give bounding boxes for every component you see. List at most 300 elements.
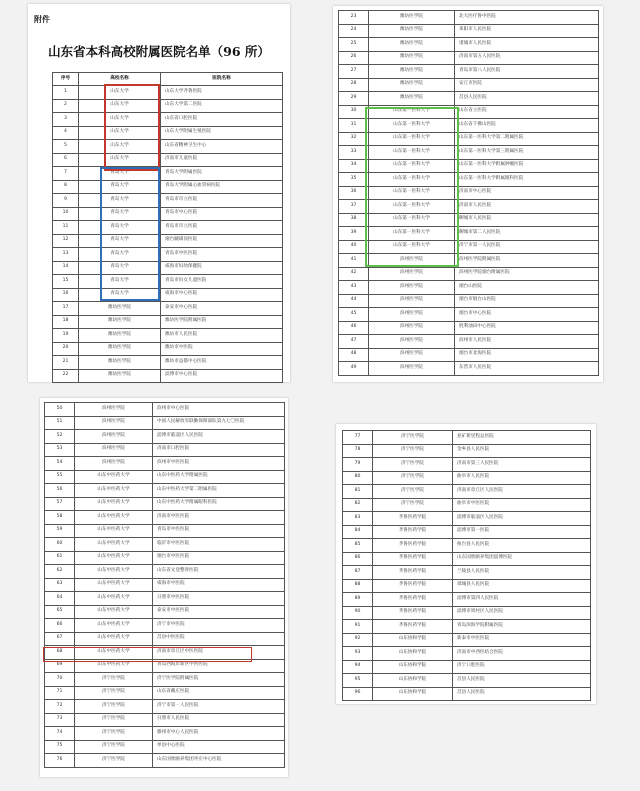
row-hospital: 济宁市中医院	[153, 619, 285, 633]
table-header-row	[53, 73, 283, 86]
row-university: 山东大学	[79, 140, 161, 154]
row-hospital: 淄博市周村区人民医院	[453, 606, 591, 620]
table-row	[45, 592, 285, 606]
row-hospital: 山东省立医院	[455, 105, 599, 119]
document-page-3	[40, 398, 288, 777]
row-index: 2	[53, 99, 79, 113]
row-hospital: 威海市中医院	[153, 578, 285, 592]
table-row	[343, 647, 591, 661]
row-index: 66	[45, 619, 75, 633]
row-hospital: 济南市章丘区中医医院	[153, 646, 285, 660]
table-row	[339, 51, 599, 65]
table-row	[53, 356, 283, 370]
row-index: 27	[339, 65, 369, 79]
row-hospital: 山东第一医科大学第二附属医院	[455, 132, 599, 146]
row-university: 济宁医学院	[75, 754, 153, 768]
row-hospital: 青岛市中医医院	[153, 524, 285, 538]
row-index: 49	[339, 362, 369, 376]
row-index: 31	[339, 119, 369, 133]
row-index: 45	[339, 308, 369, 322]
row-university: 山东第一医科大学	[369, 119, 455, 133]
row-index: 26	[339, 51, 369, 65]
table-row	[53, 126, 283, 140]
row-hospital: 新泰市中医医院	[453, 633, 591, 647]
row-hospital: 山东国欣颐养集团枣庄中心医院	[153, 754, 285, 768]
row-hospital: 山东省戴庄医院	[153, 686, 285, 700]
row-index: 54	[45, 457, 75, 471]
row-hospital: 山东国欣颐养集团淄博医院	[453, 552, 591, 566]
row-index: 85	[343, 539, 373, 553]
row-university: 滨州医学院	[369, 308, 455, 322]
row-university: 山东中医药大学	[75, 605, 153, 619]
row-hospital: 青岛市中医医院	[161, 248, 283, 262]
table-row	[53, 86, 283, 100]
table-row	[45, 511, 285, 525]
row-hospital: 山东省文登整骨医院	[153, 565, 285, 579]
row-hospital: 济宁口腔医院	[453, 660, 591, 674]
row-university: 山东协和学院	[373, 674, 453, 688]
row-university: 山东第一医科大学	[369, 200, 455, 214]
table-row	[339, 24, 599, 38]
table-row	[53, 261, 283, 275]
table-row	[45, 740, 285, 754]
row-hospital: 兰陵县人民医院	[453, 566, 591, 580]
row-index: 37	[339, 200, 369, 214]
row-university: 滨州医学院	[75, 416, 153, 430]
table-row	[53, 234, 283, 248]
row-university: 山东中医药大学	[75, 565, 153, 579]
row-index: 25	[339, 38, 369, 52]
row-hospital: 烟台市中心医院	[455, 308, 599, 322]
row-index: 64	[45, 592, 75, 606]
row-hospital: 山东中医药大学附属眼科医院	[153, 497, 285, 511]
row-hospital: 山东省千佛山医院	[455, 119, 599, 133]
table-row	[45, 659, 285, 673]
row-index: 18	[53, 315, 79, 329]
table-row	[45, 673, 285, 687]
document-page-4	[336, 424, 596, 704]
row-hospital: 青岛市妇女儿童医院	[161, 275, 283, 289]
row-university: 滨州医学院	[369, 294, 455, 308]
row-index: 60	[45, 538, 75, 552]
table-row	[45, 416, 285, 430]
table-row	[339, 240, 599, 254]
row-university: 山东中医药大学	[75, 578, 153, 592]
row-university: 潍坊医学院	[79, 342, 161, 356]
row-index: 21	[53, 356, 79, 370]
row-university: 潍坊医学院	[369, 38, 455, 52]
row-index: 88	[343, 579, 373, 593]
row-university: 潍坊医学院	[79, 369, 161, 383]
row-index: 58	[45, 511, 75, 525]
table-row	[53, 153, 283, 167]
row-hospital: 济宁市第一人民医院	[455, 240, 599, 254]
row-index: 17	[53, 302, 79, 316]
table-row	[53, 207, 283, 221]
row-index: 56	[45, 484, 75, 498]
row-hospital: 诸城市人民医院	[455, 38, 599, 52]
row-index: 24	[339, 24, 369, 38]
table-row	[45, 700, 285, 714]
row-index: 40	[339, 240, 369, 254]
row-hospital: 滕州市中心人民医院	[153, 727, 285, 741]
table-row	[339, 159, 599, 173]
row-university: 滨州医学院	[75, 457, 153, 471]
row-index: 76	[45, 754, 75, 768]
document-page-1	[28, 4, 290, 382]
table-row	[45, 727, 285, 741]
row-hospital: 聊城市人民医院	[455, 213, 599, 227]
table-row	[53, 140, 283, 154]
row-hospital: 潍坊市益都中心医院	[161, 356, 283, 370]
table-row	[339, 11, 599, 25]
row-university: 青岛大学	[79, 275, 161, 289]
row-hospital: 郯城县人民医院	[453, 579, 591, 593]
table-row	[343, 593, 591, 607]
row-university: 山东大学	[79, 99, 161, 113]
row-hospital: 青岛市中心医院	[161, 207, 283, 221]
table-row	[45, 754, 285, 768]
row-hospital: 济南市第三人民医院	[453, 458, 591, 472]
document-page-2	[333, 6, 603, 382]
row-index: 22	[53, 369, 79, 383]
row-hospital: 泰安市中心医院	[161, 302, 283, 316]
row-hospital: 北大医疗鲁中医院	[455, 11, 599, 25]
table-row	[53, 288, 283, 302]
table-row	[339, 119, 599, 133]
row-hospital: 济南市儿童医院	[161, 153, 283, 167]
row-university: 潍坊医学院	[79, 356, 161, 370]
table-row	[45, 538, 285, 552]
row-index: 20	[53, 342, 79, 356]
row-university: 齐鲁医药学院	[373, 539, 453, 553]
row-index: 41	[339, 254, 369, 268]
row-university: 山东第一医科大学	[369, 240, 455, 254]
row-university: 山东中医药大学	[75, 646, 153, 660]
row-index: 35	[339, 173, 369, 187]
row-hospital: 日照市中医医院	[153, 592, 285, 606]
table-row	[339, 78, 599, 92]
table-row	[53, 113, 283, 127]
table-row	[343, 579, 591, 593]
row-university: 滨州医学院	[369, 321, 455, 335]
row-university: 山东第一医科大学	[369, 186, 455, 200]
row-hospital: 济南市中医医院	[153, 511, 285, 525]
attachment-label: 附件	[34, 15, 50, 24]
hospital-table-part-4	[342, 430, 591, 701]
table-row	[45, 632, 285, 646]
row-index: 75	[45, 740, 75, 754]
table-row	[339, 38, 599, 52]
row-hospital: 中国人民解放军联勤保障部队第九七〇医院	[153, 416, 285, 430]
row-index: 5	[53, 140, 79, 154]
row-index: 67	[45, 632, 75, 646]
row-university: 山东中医药大学	[75, 470, 153, 484]
row-index: 84	[343, 525, 373, 539]
table-row	[339, 308, 599, 322]
row-index: 38	[339, 213, 369, 227]
row-index: 14	[53, 261, 79, 275]
row-hospital: 威海市中心医院	[161, 288, 283, 302]
row-university: 滨州医学院	[369, 348, 455, 362]
row-index: 79	[343, 458, 373, 472]
row-hospital: 单县中心医院	[153, 740, 285, 754]
row-university: 济宁医学院	[75, 700, 153, 714]
table-row	[45, 578, 285, 592]
row-university: 山东中医药大学	[75, 484, 153, 498]
table-row	[339, 321, 599, 335]
row-hospital: 淄博市中心医院	[161, 369, 283, 383]
row-index: 13	[53, 248, 79, 262]
row-index: 82	[343, 498, 373, 512]
row-hospital: 山东省精神卫生中心	[161, 140, 283, 154]
table-row	[45, 484, 285, 498]
table-row	[53, 167, 283, 181]
row-university: 滨州医学院	[369, 281, 455, 295]
row-hospital: 烟台毓璜顶医院	[161, 234, 283, 248]
table-row	[45, 686, 285, 700]
row-index: 50	[45, 403, 75, 417]
row-hospital: 金乡县人民医院	[453, 444, 591, 458]
table-row	[343, 471, 591, 485]
row-hospital: 曲阜市人民医院	[453, 471, 591, 485]
row-university: 滨州医学院	[75, 430, 153, 444]
row-university: 山东协和学院	[373, 647, 453, 661]
row-hospital: 山东第一医科大学附属眼科医院	[455, 173, 599, 187]
row-university: 潍坊医学院	[369, 65, 455, 79]
row-index: 43	[339, 281, 369, 295]
row-index: 62	[45, 565, 75, 579]
row-hospital: 淄博市临淄区人民医院	[153, 430, 285, 444]
row-index: 74	[45, 727, 75, 741]
table-row	[53, 369, 283, 383]
row-hospital: 潍坊市人民医院	[161, 329, 283, 343]
row-index: 44	[339, 294, 369, 308]
table-row	[339, 348, 599, 362]
row-hospital: 烟台山医院	[455, 281, 599, 295]
table-row	[339, 213, 599, 227]
row-university: 齐鲁医药学院	[373, 593, 453, 607]
row-index: 10	[53, 207, 79, 221]
row-hospital: 济南市第五人民医院	[455, 51, 599, 65]
row-university: 青岛大学	[79, 261, 161, 275]
row-hospital: 曲阜市中医医院	[453, 498, 591, 512]
row-index: 81	[343, 485, 373, 499]
row-index: 78	[343, 444, 373, 458]
row-university: 齐鲁医药学院	[373, 606, 453, 620]
table-row	[45, 457, 285, 471]
row-index: 83	[343, 512, 373, 526]
row-university: 济宁医学院	[373, 444, 453, 458]
row-index: 30	[339, 105, 369, 119]
table-row	[339, 227, 599, 241]
table-row	[343, 485, 591, 499]
row-index: 96	[343, 687, 373, 701]
row-index: 69	[45, 659, 75, 673]
row-hospital: 滨州市中心医院	[153, 403, 285, 417]
row-hospital: 山东中医药大学附属医院	[153, 470, 285, 484]
row-university: 山东中医药大学	[75, 524, 153, 538]
row-index: 47	[339, 335, 369, 349]
row-hospital: 青岛市第八人民医院	[455, 65, 599, 79]
row-university: 山东大学	[79, 153, 161, 167]
row-hospital: 山东中医药大学第二附属医院	[153, 484, 285, 498]
table-row	[53, 221, 283, 235]
row-hospital: 滨州市人民医院	[455, 335, 599, 349]
row-hospital: 滨州市中医医院	[153, 457, 285, 471]
row-hospital: 山东大学齐鲁医院	[161, 86, 283, 100]
table-row	[45, 551, 285, 565]
row-index: 19	[53, 329, 79, 343]
row-university: 山东中医药大学	[75, 538, 153, 552]
row-index: 93	[343, 647, 373, 661]
row-hospital: 济宁市第一人民医院	[153, 700, 285, 714]
row-university: 山东大学	[79, 113, 161, 127]
table-row	[339, 105, 599, 119]
table-row	[45, 497, 285, 511]
row-index: 70	[45, 673, 75, 687]
row-hospital: 济南市中西医结合医院	[453, 647, 591, 661]
table-row	[53, 342, 283, 356]
row-hospital: 潍坊医学院附属医院	[161, 315, 283, 329]
table-row	[339, 281, 599, 295]
row-index: 51	[45, 416, 75, 430]
row-university: 潍坊医学院	[369, 24, 455, 38]
row-index: 92	[343, 633, 373, 647]
row-index: 12	[53, 234, 79, 248]
row-university: 济宁医学院	[75, 673, 153, 687]
row-university: 潍坊医学院	[79, 315, 161, 329]
row-index: 28	[339, 78, 369, 92]
row-hospital: 青岛市市立医院	[161, 221, 283, 235]
row-hospital: 潍坊市中医院	[161, 342, 283, 356]
table-row	[45, 403, 285, 417]
row-hospital: 烟台市烟台山医院	[455, 294, 599, 308]
row-index: 8	[53, 180, 79, 194]
table-row	[339, 362, 599, 376]
header-hospital: 医院名称	[161, 73, 283, 86]
row-index: 6	[53, 153, 79, 167]
row-index: 23	[339, 11, 369, 25]
row-hospital: 日照市人民医院	[153, 713, 285, 727]
row-university: 山东中医药大学	[75, 497, 153, 511]
row-university: 滨州医学院	[369, 335, 455, 349]
table-row	[45, 565, 285, 579]
table-row	[339, 294, 599, 308]
row-index: 57	[45, 497, 75, 511]
table-row	[45, 619, 285, 633]
row-index: 1	[53, 86, 79, 100]
row-hospital: 莒县中医医院	[153, 632, 285, 646]
row-hospital: 青岛市市立医院	[161, 194, 283, 208]
row-university: 山东中医药大学	[75, 592, 153, 606]
row-university: 潍坊医学院	[369, 51, 455, 65]
row-hospital: 济宁医学院附属医院	[153, 673, 285, 687]
table-row	[339, 92, 599, 106]
table-row	[45, 605, 285, 619]
row-hospital: 淄博市第四人民医院	[453, 593, 591, 607]
table-row	[53, 329, 283, 343]
row-university: 济宁医学院	[75, 727, 153, 741]
table-row	[339, 200, 599, 214]
table-row	[45, 430, 285, 444]
row-university: 山东中医药大学	[75, 551, 153, 565]
row-hospital: 济南市章丘区人民医院	[453, 485, 591, 499]
row-university: 山东中医药大学	[75, 511, 153, 525]
row-university: 潍坊医学院	[369, 78, 455, 92]
row-university: 山东第一医科大学	[369, 173, 455, 187]
table-row	[339, 65, 599, 79]
row-hospital: 烟台市北海医院	[455, 348, 599, 362]
row-index: 33	[339, 146, 369, 160]
row-university: 齐鲁医药学院	[373, 566, 453, 580]
table-row	[343, 674, 591, 688]
row-hospital: 滨州医学院附属医院	[455, 254, 599, 268]
table-row	[53, 194, 283, 208]
row-university: 山东协和学院	[373, 633, 453, 647]
row-university: 济宁医学院	[373, 485, 453, 499]
row-university: 齐鲁医药学院	[373, 620, 453, 634]
table-row	[343, 552, 591, 566]
row-hospital: 青岛西海岸新区中医医院	[153, 659, 285, 673]
row-hospital: 青岛大学附属医院	[161, 167, 283, 181]
row-index: 3	[53, 113, 79, 127]
row-university: 济宁医学院	[373, 458, 453, 472]
row-index: 71	[45, 686, 75, 700]
row-university: 济宁医学院	[373, 431, 453, 445]
row-hospital: 山东大学附属生殖医院	[161, 126, 283, 140]
row-hospital: 桓台县人民医院	[453, 539, 591, 553]
row-hospital: 莒县人民医院	[453, 674, 591, 688]
row-index: 68	[45, 646, 75, 660]
row-index: 73	[45, 713, 75, 727]
row-hospital: 淄博市第一医院	[453, 525, 591, 539]
table-row	[53, 275, 283, 289]
hospital-table-part-3	[44, 402, 285, 768]
row-university: 济宁医学院	[373, 471, 453, 485]
row-university: 山东第一医科大学	[369, 159, 455, 173]
header-university: 高校名称	[79, 73, 161, 86]
table-row	[53, 315, 283, 329]
row-hospital: 聊城市第二人民医院	[455, 227, 599, 241]
row-index: 63	[45, 578, 75, 592]
table-row	[339, 173, 599, 187]
row-university: 滨州医学院	[369, 254, 455, 268]
table-row	[53, 248, 283, 262]
row-hospital: 莱阳市人民医院	[455, 24, 599, 38]
row-university: 山东协和学院	[373, 687, 453, 701]
row-index: 9	[53, 194, 79, 208]
row-university: 潍坊医学院	[79, 302, 161, 316]
row-university: 山东中医药大学	[75, 619, 153, 633]
row-index: 87	[343, 566, 373, 580]
row-hospital: 莒县人民医院	[455, 92, 599, 106]
row-university: 滨州医学院	[369, 267, 455, 281]
row-university: 青岛大学	[79, 221, 161, 235]
table-row	[45, 443, 285, 457]
row-hospital: 兖矿新里程总医院	[453, 431, 591, 445]
table-row	[339, 146, 599, 160]
row-university: 齐鲁医药学院	[373, 552, 453, 566]
row-university: 齐鲁医药学院	[373, 525, 453, 539]
row-university: 滨州医学院	[75, 403, 153, 417]
row-index: 42	[339, 267, 369, 281]
table-row	[343, 458, 591, 472]
row-university: 山东第一医科大学	[369, 105, 455, 119]
row-index: 39	[339, 227, 369, 241]
row-index: 4	[53, 126, 79, 140]
row-university: 山东大学	[79, 86, 161, 100]
